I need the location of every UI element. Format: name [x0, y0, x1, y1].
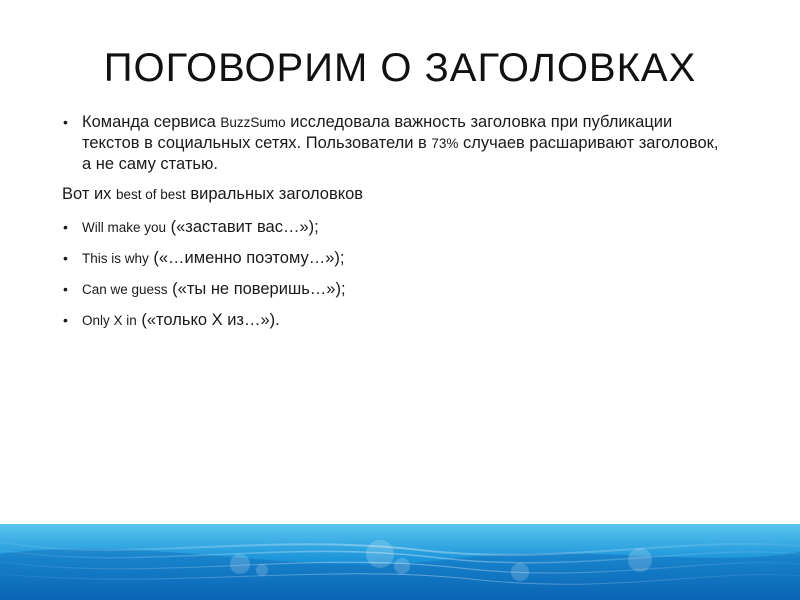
example-translation: («…именно поэтому…»);: [148, 249, 345, 267]
subheading-text-1: Вот их: [62, 185, 117, 203]
example-translation: («ты не поверишь…»);: [167, 280, 346, 298]
wave-graphic: [0, 524, 800, 600]
bullet-dot: •: [63, 312, 68, 328]
example-latin: This is why: [82, 251, 149, 266]
slide-content: [62, 112, 722, 341]
bullet-dot: •: [63, 250, 68, 266]
example-item: [62, 217, 722, 238]
example-item: [62, 310, 722, 331]
bullet-dot: •: [63, 219, 68, 235]
subheading-latin: best of best: [116, 187, 186, 202]
decorative-footer-band: [0, 524, 800, 600]
example-latin: Only X in: [82, 313, 137, 328]
intro-bullet: [62, 112, 722, 174]
example-translation: («только Х из…»).: [136, 311, 280, 329]
example-latin: Will make you: [82, 220, 167, 235]
intro-text-3: случаев расшаривают заголовок, а не саму статью.: [82, 134, 719, 173]
intro-text-1: Команда сервиса: [82, 113, 221, 131]
subheading-text-2: виральных заголовков: [185, 185, 364, 203]
bullet-dot: •: [63, 281, 68, 297]
intro-text-2: исследовала важность заголовка при публикации текстов в социальных сетях. Пользователи в: [82, 113, 673, 152]
percent-value: 73%: [431, 136, 459, 151]
subheading: [62, 184, 722, 205]
example-item: [62, 279, 722, 300]
example-item: [62, 248, 722, 269]
bullet-dot: •: [63, 114, 68, 130]
example-latin: Can we guess: [82, 282, 168, 297]
example-translation: («заставит вас…»);: [166, 218, 319, 236]
slide-title: ПОГОВОРИМ О ЗАГОЛОВКАХ: [103, 46, 697, 90]
brand-name: BuzzSumo: [220, 115, 286, 130]
